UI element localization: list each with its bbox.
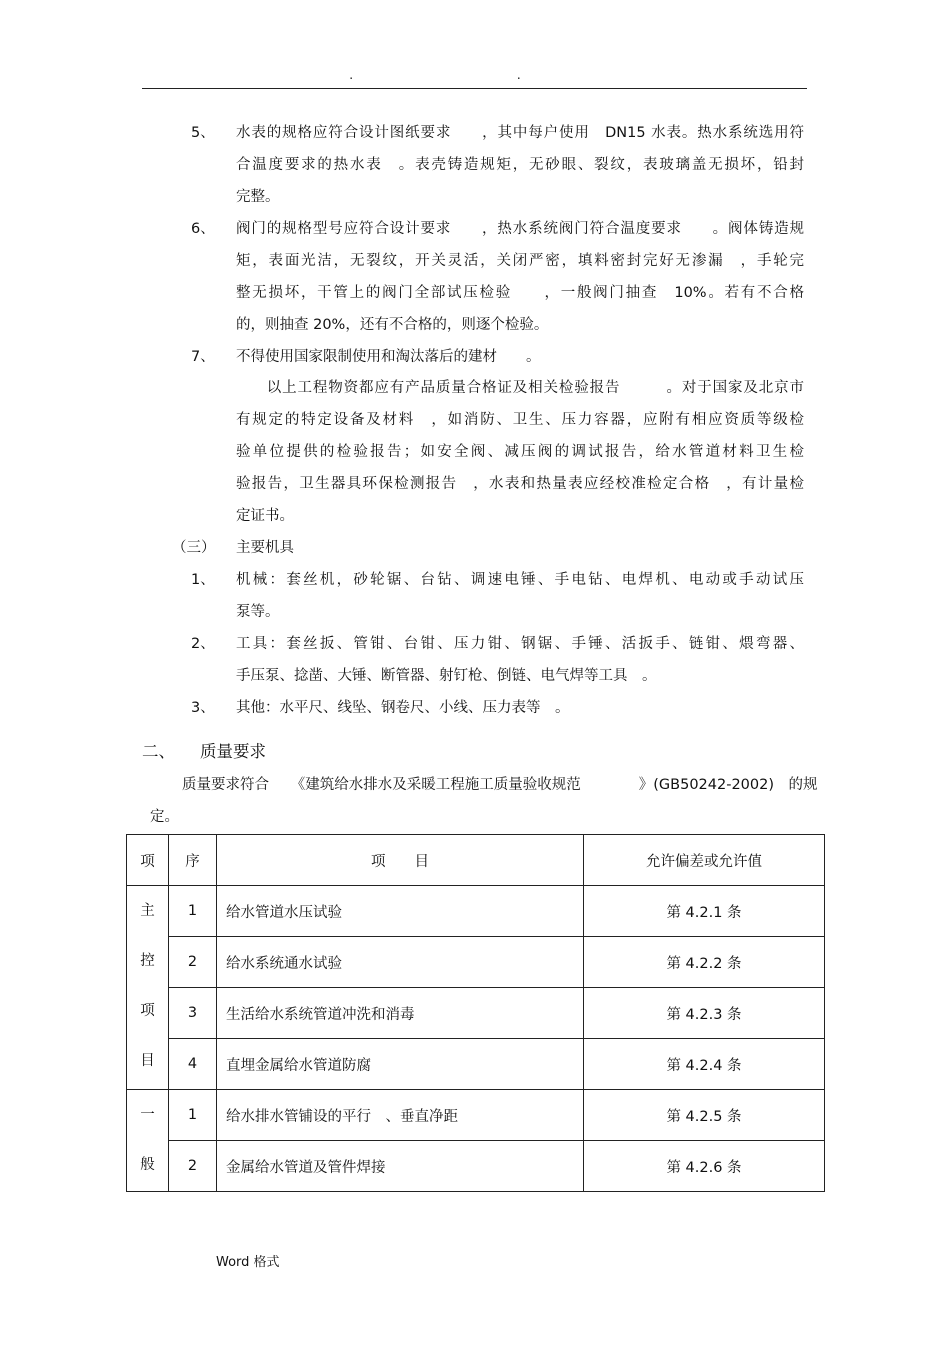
item-number: 1、 — [191, 572, 215, 588]
report-paragraph-line: 有规定的特定设备及材料 ，如消防、卫生、压力容器，应附有相应资质等级检 — [236, 412, 804, 428]
quality-table — [126, 834, 825, 1192]
row-value: 第 4.2.1 条 — [584, 886, 825, 937]
row-seq: 2 — [169, 1141, 217, 1192]
table-header-value: 允许偏差或允许值 — [584, 835, 825, 886]
row-seq: 2 — [169, 937, 217, 988]
table-header-row — [127, 835, 825, 886]
item-text-line: 矩，表面光洁，无裂纹，开关灵活，关闭严密，填料密封完好无渗漏 ，手轮完 — [236, 253, 804, 269]
item-text-line: 的，则抽查 20%，还有不合格的，则逐个检验。 — [236, 317, 549, 333]
item-number: 5、 — [191, 125, 215, 141]
category-char: 目 — [140, 1053, 155, 1069]
section-heading: 质量要求 — [200, 742, 266, 761]
row-value: 第 4.2.5 条 — [584, 1090, 825, 1141]
table-header-item: 项 目 — [217, 835, 584, 886]
item-number: 7、 — [191, 349, 215, 365]
item-number: 6、 — [191, 221, 215, 237]
header-rule — [142, 88, 807, 89]
item-text-line: 泵等。 — [236, 604, 280, 620]
item-text-line: 其他：水平尺、线坠、钢卷尺、小线、压力表等 。 — [236, 700, 570, 716]
row-item: 生活给水系统管道冲洗和消毒 — [217, 988, 584, 1039]
item-text-line: 工具：套丝扳、管钳、台钳、压力钳、钢锯、手锤、活扳手、链钳、煨弯器、 — [236, 636, 804, 652]
row-seq: 1 — [169, 1090, 217, 1141]
category-main-control — [127, 886, 169, 1090]
row-value: 第 4.2.2 条 — [584, 937, 825, 988]
category-char: 项 — [140, 1003, 155, 1019]
row-value: 第 4.2.3 条 — [584, 988, 825, 1039]
item-text-line: 水表的规格应符合设计图纸要求 ，其中每户使用 DN15 水表。热水系统选用符 — [236, 125, 804, 141]
row-seq: 4 — [169, 1039, 217, 1090]
row-value: 第 4.2.4 条 — [584, 1039, 825, 1090]
item-text-line: 不得使用国家限制使用和淘汰落后的建材 。 — [236, 349, 541, 365]
category-char: 一 — [140, 1107, 155, 1123]
table-row — [127, 886, 825, 937]
item-text-line: 整无损坏，干管上的阀门全部试压检验 ，一般阀门抽查 10%。若有不合格 — [236, 285, 804, 301]
table-row — [127, 937, 825, 988]
quality-intro-line: 质量要求符合 《建筑给水排水及采暖工程施工质量验收规范 》(GB50242-2002) 的规 — [182, 777, 818, 793]
row-item: 给水系统通水试验 — [217, 937, 584, 988]
item-number: 3、 — [191, 700, 215, 716]
row-item: 给水管道水压试验 — [217, 886, 584, 937]
section-title: 主要机具 — [236, 540, 294, 556]
row-seq: 1 — [169, 886, 217, 937]
report-paragraph-line: 验单位提供的检验报告；如安全阀、减压阀的调试报告，给水管道材料卫生检 — [236, 444, 804, 460]
table-header-seq: 序 — [169, 835, 217, 886]
table-row — [127, 1039, 825, 1090]
category-char: 般 — [140, 1157, 155, 1173]
quality-intro-line: 定。 — [150, 809, 179, 825]
footer-label: Word 格式 — [216, 1255, 280, 1270]
row-seq: 3 — [169, 988, 217, 1039]
category-char: 主 — [140, 903, 155, 919]
category-char: 控 — [140, 953, 155, 969]
report-paragraph-line: 验报告，卫生器具环保检测报告 ，水表和热量表应经校准检定合格 ，有计量检 — [236, 476, 804, 492]
table-row — [127, 988, 825, 1039]
report-paragraph-line: 以上工程物资都应有产品质量合格证及相关检验报告 。对于国家及北京市 — [236, 380, 804, 396]
header-marks: . . — [349, 68, 601, 82]
table-row — [127, 1141, 825, 1192]
row-item: 金属给水管道及管件焊接 — [217, 1141, 584, 1192]
row-item: 直埋金属给水管道防腐 — [217, 1039, 584, 1090]
table-row — [127, 1090, 825, 1141]
row-item: 给水排水管铺设的平行 、垂直净距 — [217, 1090, 584, 1141]
item-text-line: 机械：套丝机，砂轮锯、台钻、调速电锤、手电钻、电焊机、电动或手动试压 — [236, 572, 804, 588]
item-text-line: 阀门的规格型号应符合设计要求 ，热水系统阀门符合温度要求 。阀体铸造规 — [236, 221, 804, 237]
table-header-category: 项 — [127, 835, 169, 886]
category-general — [127, 1090, 169, 1192]
item-text-line: 手压泵、捻凿、大锤、断管器、射钉枪、倒链、电气焊等工具 。 — [236, 668, 657, 684]
item-text-line: 完整。 — [236, 189, 280, 205]
item-number: 2、 — [191, 636, 215, 652]
section-heading-number: 二、 — [142, 742, 175, 761]
item-text-line: 合温度要求的热水表 。表壳铸造规矩，无砂眼、裂纹，表玻璃盖无损坏，铅封 — [236, 157, 804, 173]
report-paragraph-line: 定证书。 — [236, 508, 294, 524]
section-number: （三） — [172, 540, 216, 556]
row-value: 第 4.2.6 条 — [584, 1141, 825, 1192]
